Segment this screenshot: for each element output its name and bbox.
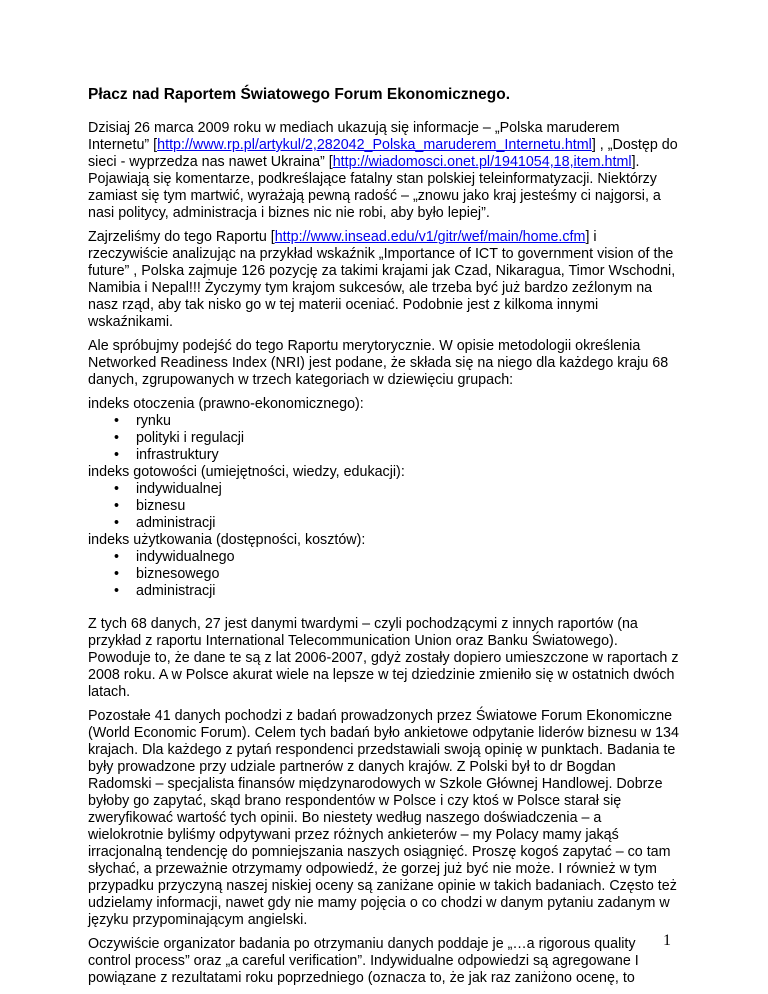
paragraph-intro xyxy=(88,120,680,222)
group-label: indeks gotowości (umiejętności, wiedzy, edukacji): xyxy=(88,464,405,480)
paragraph-methodology: Ale spróbujmy podejść do tego Raportu merytorycznie. W opisie metodologii określenia Networked Readiness Index (NRI) jest podane, że składa się na niego dla każdego kraju 68 danych, zgrupowanych w trzech kategoriach w dziewięciu grupach: xyxy=(88,338,669,388)
list-item: • biznesu xyxy=(136,498,680,515)
paragraph-report xyxy=(88,229,680,331)
group-list xyxy=(88,413,680,464)
text: Zajrzeliśmy do tego Raportu [ xyxy=(88,229,275,245)
group-list xyxy=(88,481,680,532)
text: ]. Pojawiają się komentarze, podkreślające fatalny stan polskiej teleinformatyzacji. Niektórzy zamiast się tym martwić, wyrażają pewną radość – „znowu jako kraj jesteśmy ci najgorsi, a nasi politycy, administracja i biznes nic nie robi, aby było lepiej”. xyxy=(88,154,661,221)
list-item: • polityki i regulacji xyxy=(136,430,680,447)
document-title: Płacz nad Raportem Światowego Forum Ekonomicznego. xyxy=(88,86,511,103)
link-insead[interactable]: http://www.insead.edu/v1/gitr/wef/main/home.cfm xyxy=(274,229,586,245)
text: ] i rzeczywiście analizując na przykład wskaźnik „Importance of ICT to government vision of the future” , Polska zajmuje 126 pozycję za takimi krajami jak Czad, Nikaragua, Timor Wschodni, Namibia i Nepal!!! Życzymy tym krajom sukcesów, ale trzeba być już bardzo zeźlonym na nasz rząd, aby tak nisko go w tej materii oceniać. Podobnie jest z kilkoma innymi wskaźnikami. xyxy=(88,229,676,330)
link-rp[interactable]: http://www.rp.pl/artykul/2,282042_Polska_maruderem_Internetu.html xyxy=(157,137,592,153)
group-list xyxy=(88,549,680,600)
text: Dzisiaj 26 marca 2009 roku w mediach ukazują się informacje – „Polska maruderem Internetu” [ xyxy=(88,120,620,153)
text: ] , „Dostęp do sieci - wyprzedza nas nawet Ukraina” [ xyxy=(88,137,678,170)
list-item: • biznesowego xyxy=(136,566,680,583)
link-onet[interactable]: http://wiadomosci.onet.pl/1941054,18,item.html xyxy=(332,154,632,170)
list-item: • infrastruktury xyxy=(136,447,680,464)
index-groups xyxy=(88,396,680,600)
list-item: • administracji xyxy=(136,515,680,532)
paragraph-hard-data: Z tych 68 danych, 27 jest danymi twardymi – czyli pochodzącymi z innych raportów (na przykład z raportu International Telecommunication Union oraz Banku Światowego). Powoduje to, że dane te są z lat 2006-2007, gdyż zostały dopiero umieszczone w raportach z 2008 roku. A w Polsce akurat wiele na lepsze w tej dziedzinie zmieniło się w ostatnich dwóch latach. xyxy=(88,616,679,700)
document-page xyxy=(88,86,680,994)
list-item: • rynku xyxy=(136,413,680,430)
group-label: indeks użytkowania (dostępności, kosztów): xyxy=(88,532,366,548)
list-item: • indywidualnej xyxy=(136,481,680,498)
paragraph-survey: Pozostałe 41 danych pochodzi z badań prowadzonych przez Światowe Forum Ekonomiczne (World Economic Forum). Celem tych badań było ankietowe odpytanie liderów biznesu w 134 krajach. Dla każdego z pytań respondenci przedstawiali swoją opinię w punktach. Badania te były prowadzone przy udziale partnerów z danych krajów. Z Polski był to dr Bogdan Radomski – specjalista finansów międzynarodowych w Szkole Głównej Handlowej. Dobrze byłoby go zapytać, skąd brano respondentów w Polsce i czy ktoś w Polsce starał się zweryfikować wartość tych opinii. Bo niestety według naszego doświadczenia – a wielokrotnie byliśmy odpytywani przez różnych ankieterów – my Polacy mamy jakąś irracjonalną tendencję do pomniejszania naszych osiągnięć. Proszę kogoś zapytać – co tam słychać, a przeważnie otrzymamy odpowiedź, że gorzej już być nie może. I również w tym przypadku przyczyną naszej niskiej oceny są zaniżane opinie w takich badaniach. Często też udzielamy informacji, nawet gdy nie mamy pojęcia o co chodzi w danym pytaniu zadanym w języku przypominającym angielski. xyxy=(88,708,679,928)
list-item: • administracji xyxy=(136,583,680,600)
group-label: indeks otoczenia (prawno-ekonomicznego): xyxy=(88,396,364,412)
paragraph-verification: Oczywiście organizator badania po otrzymaniu danych poddaje je „…a rigorous quality control process” oraz „a careful verification”. Indywidualne odpowiedzi są agregowane I powiązane z rezultatami roku poprzedniego (oznacza to, że jak raz zaniżono ocenę, to xyxy=(88,936,639,986)
list-item: • indywidualnego xyxy=(136,549,680,566)
page-number: 1 xyxy=(663,932,671,949)
